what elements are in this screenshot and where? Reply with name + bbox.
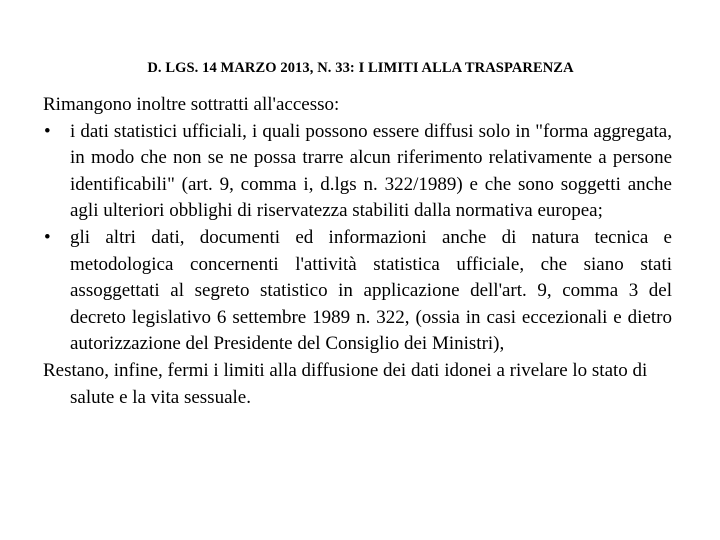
intro-paragraph: Rimangono inoltre sottratti all'accesso:	[43, 94, 340, 115]
bullet-item-other-data	[43, 225, 672, 358]
bullet-text: i dati statistici ufficiali, i quali possono essere diffusi solo in "forma aggregata, in modo che non se ne possa trarre alcun riferimento relativamente a persone identificabili" (art. 9, comma i, d.lgs n. 322/1989) e che sono soggetti anche agli ulteriori obblighi di riservatezza stabiliti dalla normativa europea;	[70, 120, 672, 222]
bullet-item-statistical-data	[43, 119, 672, 225]
bullet-icon: •	[44, 120, 51, 142]
bullet-list	[43, 119, 672, 358]
bullet-icon: •	[44, 226, 51, 248]
slide-body	[43, 92, 672, 411]
slide-title: D. LGS. 14 MARZO 2013, N. 33: I LIMITI ALLA TRASPARENZA	[147, 60, 574, 76]
closing-paragraph: Restano, infine, fermi i limiti alla diffusione dei dati idonei a rivelare lo stato di salute e la vita sessuale.	[43, 359, 648, 408]
bullet-text: gli altri dati, documenti ed informazioni anche di natura tecnica e metodologica concernenti l'attività statistica ufficiale, che siano stati assoggettati al segreto statistico in applicazione dell'art. 9, comma 3 del decreto legislativo 6 settembre 1989 n. 322, (ossia in casi eccezionali e dietro autorizzazione del Presidente del Consiglio dei Ministri),	[70, 226, 672, 355]
